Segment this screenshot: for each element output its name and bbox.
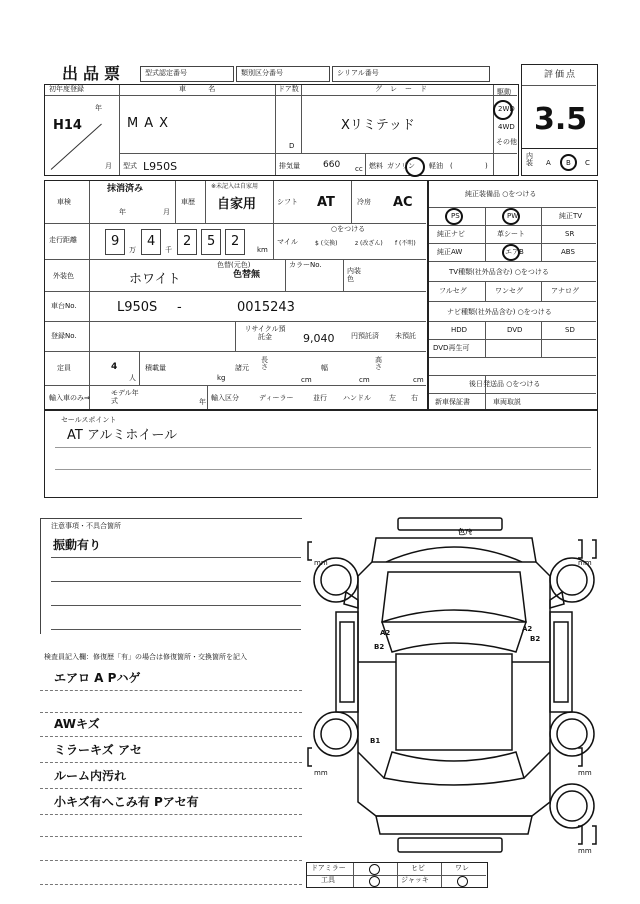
score-label: 評価点	[544, 70, 578, 80]
grade: Xリミテッド	[341, 118, 415, 133]
capacity: 4	[111, 362, 118, 372]
model-cert-box: 型式認定番号	[140, 66, 234, 82]
shift: AT	[317, 195, 335, 210]
exterior-color: ホワイト	[129, 272, 181, 287]
serial-box: シリアル番号	[332, 66, 490, 82]
class-box: 類別区分番号	[236, 66, 330, 82]
inspection-block: 車検 抹消済み 年 月 車歴 ※未記入は自家用 自家用 シフト AT 冷房 AC 走行距離 9 万 4 千 2 5 2 km マイル ○をつける $ (交換) z (改ざん) f (不明) 外装色 ホワイト 色替(元色) 色替無 カラーNo. 内装色 車台No. L950S - 0015243 登録No. リサイクル預託金 9,040 円預託済 未預託 定員 4 人 積載量 kg 諸元 長さ cm 幅 cm 高さ cm 輸入車のみ⇒ モデル年式 年 輸入区分 ディーラー 並行 ハンドル 左 右	[44, 180, 428, 410]
front-right-mark: A2	[522, 625, 533, 633]
rear-left-mark: B1	[370, 737, 381, 745]
displacement: 660	[323, 160, 341, 170]
inspector-label: 検査員記入欄：修復歴「有」の場合は修復箇所・交換箇所を記入	[44, 653, 247, 661]
condition-item: 小キズ有へこみ有 Pアセ有	[54, 795, 199, 809]
condition-item: ミラーキズ アセ	[54, 743, 142, 757]
chassis-number: 0015243	[237, 300, 295, 315]
note-line-1: 振動有り	[53, 538, 102, 552]
drive-circle	[493, 100, 513, 120]
sales-point-block: セールスポイント AT アルミホイール	[44, 410, 598, 498]
vehicle-history: 自家用	[217, 197, 257, 212]
interior-grade-box: 内装 A B C	[521, 148, 598, 176]
repaint: 色替無	[233, 270, 261, 280]
condition-item: エアロ A Pハゲ	[54, 671, 141, 685]
shaken-value: 抹消済み	[107, 184, 144, 194]
front-left-mark-2: B2	[374, 643, 385, 651]
equipment-block: 純正装備品 ○をつける PS PW 純正TV 純正ナビ 革シート SR 純正AW エアB ABS TV種類(社外品含む) ○をつける フルセグ ワンセグ アナログ ナビ種類(社外品含む) ○をつける HDD DVD SD DVD再生可 後日発送品 ○をつける 新車保証書 車両取説	[428, 180, 598, 410]
fuel-circle	[405, 157, 425, 177]
score-value: 3.5	[534, 102, 588, 137]
page-title: 出品票	[62, 64, 126, 83]
recycle-amount: 9,040	[303, 332, 335, 345]
accessory-table: ドアミラー ヒビ ワレ 工具 ジャッキ	[306, 862, 488, 888]
car-name: MAX	[127, 116, 175, 131]
condition-item: AWキズ	[54, 717, 100, 731]
chassis-model: L950S	[117, 300, 158, 315]
model-code: L950S	[143, 160, 178, 173]
condition-item: ルーム内汚れ	[54, 769, 127, 783]
front-bumper-note: 色ｱｾ	[458, 528, 472, 536]
aircon: AC	[393, 195, 413, 210]
interior-circle	[560, 154, 577, 171]
front-right-mark-2: B2	[530, 635, 541, 643]
notes-block: 注意事項・不具合箇所 振動有り	[40, 518, 302, 634]
car-damage-diagram	[306, 512, 602, 862]
first-registration: H14	[53, 118, 82, 133]
front-left-mark: A2	[380, 629, 391, 637]
vehicle-block: 初年度登録 年 H14 月 車 名 MAX ドア数 D グレード Xリミテッド 駆動 2WD 4WD その他 型式 L950S 排気量 660 cc 燃料 ガソリン 軽油 ( )	[44, 84, 519, 176]
sales-point-text: AT アルミホイール	[67, 428, 178, 443]
